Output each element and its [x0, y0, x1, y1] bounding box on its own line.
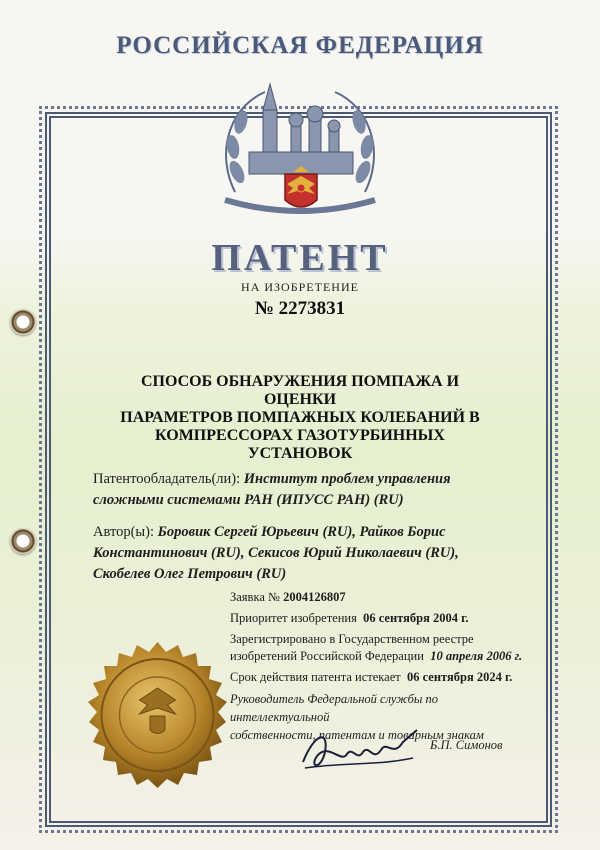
signatory-title-line: собственности, патентам и товарным знакам — [230, 728, 484, 742]
signature-icon — [295, 722, 425, 780]
application-label: Заявка № — [230, 590, 280, 604]
authors-value: Боровик Сергей Юрьевич (RU), Райков Борис — [157, 524, 446, 540]
binder-hole — [10, 528, 36, 554]
country-heading: РОССИЙСКАЯ ФЕДЕРАЦИЯ — [116, 32, 484, 59]
registration-details — [230, 589, 550, 686]
authors-value: Константинович (RU), Секисов Юрий Николаевич (RU), — [93, 545, 459, 561]
application-number: 2004126807 — [283, 590, 346, 604]
invention-title-line: КОМПРЕССОРАХ ГАЗОТУРБИННЫХ УСТАНОВОК — [155, 427, 445, 462]
priority-label: Приоритет изобретения — [230, 611, 357, 625]
patent-holder — [93, 469, 533, 511]
signatory-name: Б.П. Симонов — [430, 738, 503, 752]
registered-date: 10 апреля 2006 г. — [430, 649, 523, 663]
signatory-title-line: Руководитель Федеральной службы по интеллектуальной — [230, 692, 438, 724]
patent-holder-value: Институт проблем управления — [243, 471, 451, 487]
authors-label: Автор(ы): — [93, 524, 155, 540]
invention-title-line: ПАРАМЕТРОВ ПОМПАЖНЫХ КОЛЕБАНИЙ В — [120, 409, 480, 426]
expiry-date: 06 сентября 2024 г. — [406, 670, 513, 684]
patent-holder-value: сложными системами РАН (ИПУСС РАН) (RU) — [93, 492, 404, 508]
priority-date: 06 сентября 2004 г. — [363, 611, 469, 625]
invention-title-line: СПОСОБ ОБНАРУЖЕНИЯ ПОМПАЖА И ОЦЕНКИ — [140, 373, 460, 408]
document-subtitle: НА ИЗОБРЕТЕНИЕ — [241, 280, 359, 294]
patent-number: № 2273831 — [254, 298, 346, 319]
patent-holder-label: Патентообладатель(ли): — [93, 471, 241, 487]
gold-seal-icon — [70, 628, 245, 803]
document-type: ПАТЕНТ — [211, 237, 389, 279]
registered-label: изобретений Российской Федерации — [230, 649, 424, 663]
kremlin-emblem-icon — [205, 72, 395, 242]
authors — [93, 522, 533, 585]
expiry-label: Срок действия патента истекает — [230, 670, 401, 684]
registered-label: Зарегистрировано в Государственном реестре — [230, 632, 474, 646]
invention-title — [110, 373, 490, 463]
authors-value: Скобелев Олег Петрович (RU) — [93, 566, 287, 582]
